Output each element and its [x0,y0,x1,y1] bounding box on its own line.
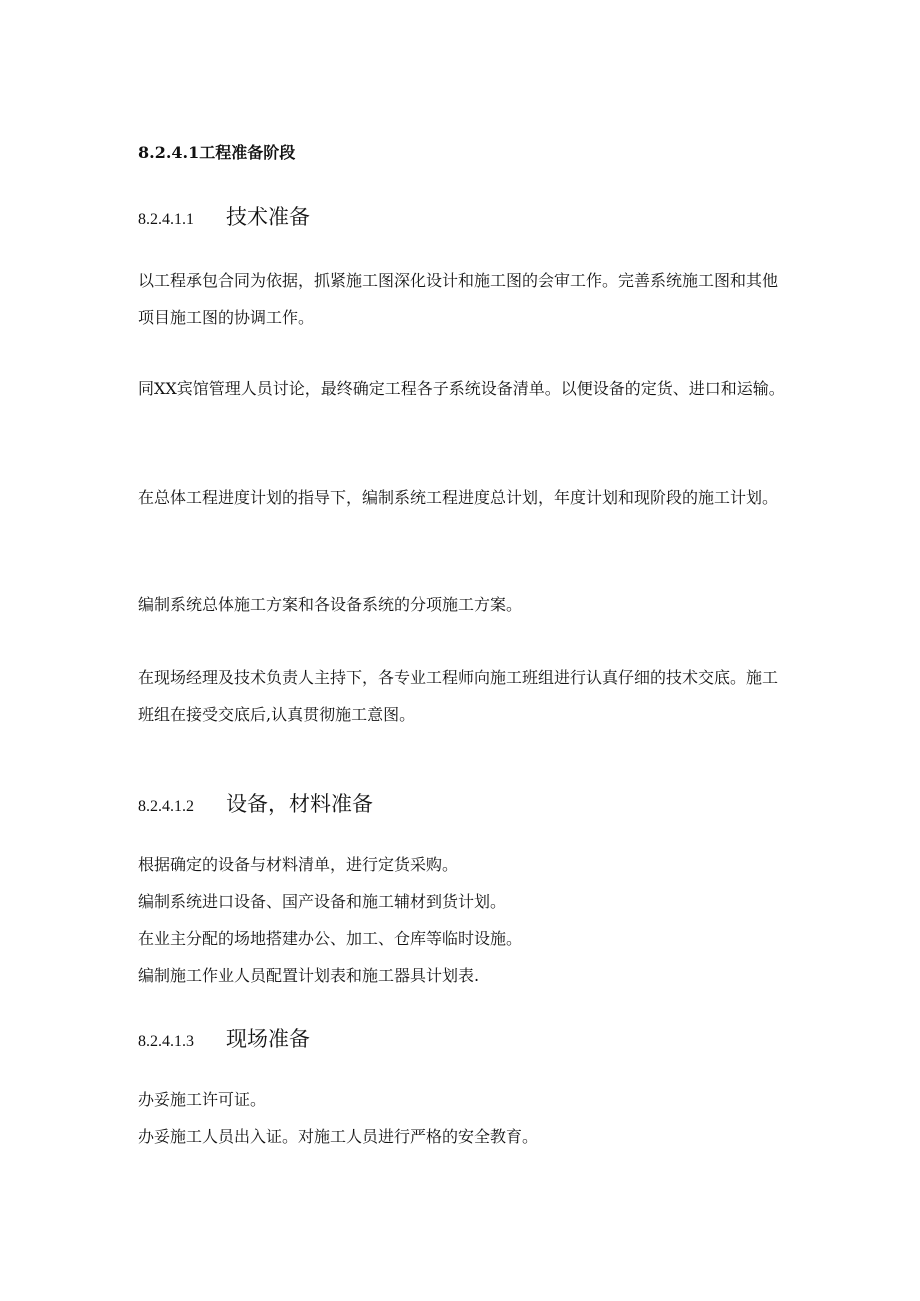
paragraph-5: 在现场经理及技术负责人主持下，各专业工程师向施工班组进行认真仔细的技术交底。施工班组在接受交底后,认真贯彻施工意图。 [138,668,779,724]
paragraph-2: 同XX宾馆管理人员讨论，最终确定工程各子系统设备清单。以便设备的定货、进口和运输。 [138,379,785,398]
subsection-title-2: 设备，材料准备 [226,792,373,816]
list-item: 在业主分配的场地搭建办公、加工、仓库等临时设施。 [138,929,523,948]
subsection-heading-2 [138,790,788,821]
subsection-number-1: 8.2.4.1.1 [138,211,194,228]
paragraph-3: 在总体工程进度计划的指导下，编制系统工程进度总计划，年度计划和现阶段的施工计划。 [138,488,779,507]
subsection-heading-1 [138,203,788,234]
paragraph-4: 编制系统总体施工方案和各设备系统的分项施工方案。 [138,595,523,614]
list-item: 编制施工作业人员配置计划表和施工器具计划表. [138,966,480,985]
subsection-title-3: 现场准备 [226,1027,310,1051]
subsection-title-1: 技术准备 [226,205,310,229]
subsection-heading-3 [138,1025,788,1056]
list-item: 办妥施工许可证。 [138,1090,267,1109]
list-item: 根据确定的设备与材料清单，进行定货采购。 [138,855,459,874]
section-title: 8.2.4.1工程准备阶段 [138,143,296,162]
paragraph-1: 以工程承包合同为依据，抓紧施工图深化设计和施工图的会审工作。完善系统施工图和其他项目施工图的协调工作。 [138,271,779,327]
subsection-number-3: 8.2.4.1.3 [138,1033,194,1050]
list-item: 办妥施工人员出入证。对施工人员进行严格的安全教育。 [138,1127,539,1146]
subsection-number-2: 8.2.4.1.2 [138,798,194,815]
list-item: 编制系统进口设备、国产设备和施工辅材到货计划。 [138,892,507,911]
